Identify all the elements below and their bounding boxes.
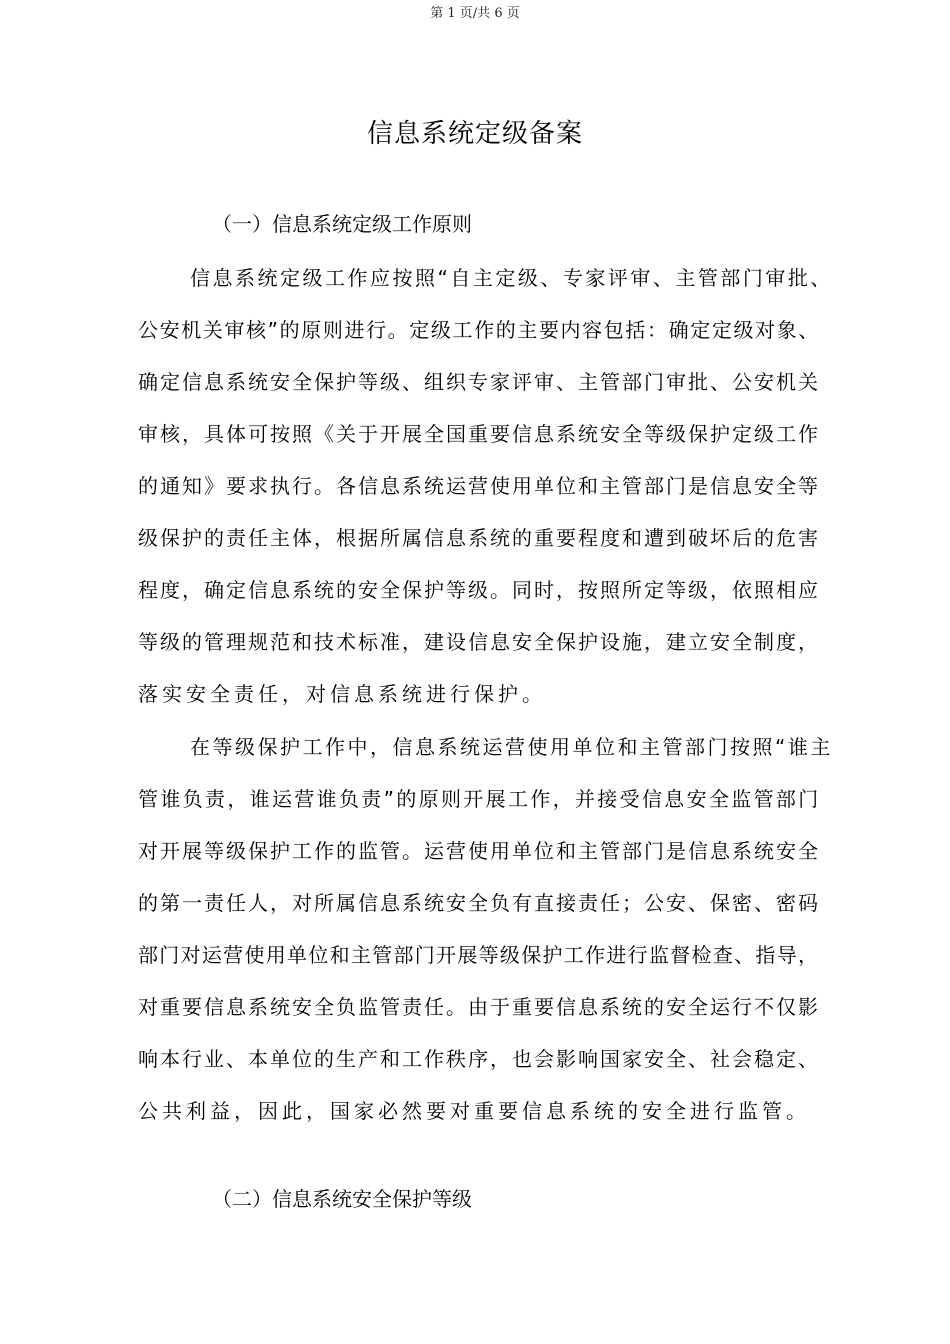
paragraph-line: 对重要信息系统安全负监管责任。由于重要信息系统的安全运行不仅影 (138, 995, 820, 1019)
paragraph-line: 的第一责任人，对所属信息系统安全负有直接责任；公安、保密、密码 (138, 891, 820, 915)
paragraph-line: 确定信息系统安全保护等级、组织专家评审、主管部门审批、公安机关 (138, 370, 820, 394)
paragraph-line: 等级的管理规范和技术标准，建设信息安全保护设施，建立安全制度， (138, 630, 820, 654)
paragraph-line: 级保护的责任主体，根据所属信息系统的重要程度和遭到破坏后的危害 (138, 526, 820, 550)
paragraph-line: 对开展等级保护工作的监管。运营使用单位和主管部门是信息系统安全 (138, 839, 820, 863)
section-heading-1: （一）信息系统定级工作原则 (212, 212, 472, 236)
paragraph-line: 程度，确定信息系统的安全保护等级。同时，按照所定等级，依照相应 (138, 578, 820, 602)
section-heading-2: （二）信息系统安全保护等级 (212, 1187, 472, 1211)
paragraph-line: 的通知》要求执行。各信息系统运营使用单位和主管部门是信息安全等 (138, 474, 820, 498)
document-title: 信息系统定级备案 (366, 119, 583, 149)
paragraph-line: 在等级保护工作中，信息系统运营使用单位和主管部门按照“谁主 (190, 735, 833, 759)
paragraph-line: 信息系统定级工作应按照“自主定级、专家评审、主管部门审批、 (190, 266, 833, 290)
paragraph-line: 公安机关审核”的原则进行。定级工作的主要内容包括：确定定级对象、 (138, 318, 820, 342)
paragraph-line: 落实安全责任，对信息系统进行保护。 (138, 682, 546, 706)
page-indicator: 第 1 页/共 6 页 (430, 6, 520, 21)
paragraph-line: 审核，具体可按照《关于开展全国重要信息系统安全等级保护定级工作 (138, 422, 820, 446)
paragraph-line: 响本行业、本单位的生产和工作秩序，也会影响国家安全、社会稳定、 (138, 1047, 820, 1071)
paragraph-line: 公共利益，因此，国家必然要对重要信息系统的安全进行监管。 (138, 1099, 810, 1123)
paragraph-line: 部门对运营使用单位和主管部门开展等级保护工作进行监督检查、指导， (138, 943, 820, 967)
paragraph-line: 管谁负责，谁运营谁负责”的原则开展工作，并接受信息安全监管部门 (138, 787, 821, 811)
